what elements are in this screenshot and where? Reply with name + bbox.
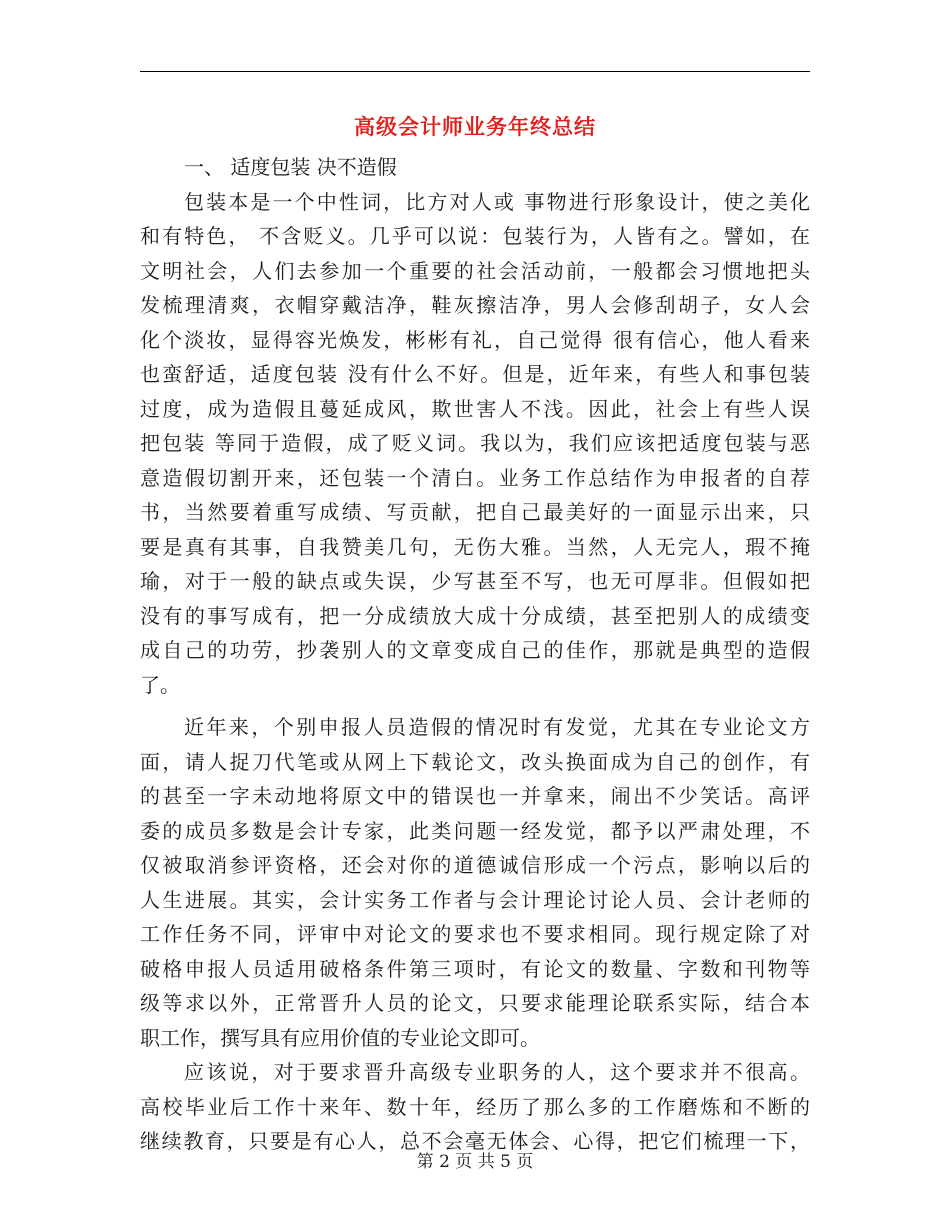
- paragraph-line: 意造假切割开来，还包装一个清白。业务工作总结作为申报者的自荐: [140, 465, 810, 490]
- paragraph-line: 要是真有其事，自我赞美几句，无伤大雅。当然，人无完人，瑕不掩: [140, 534, 810, 559]
- paragraph-line: 化个淡妆，显得容光焕发，彬彬有礼，自己觉得 很有信心，他人看来: [140, 327, 810, 352]
- paragraph-line: 继续教育，只要是有心人，总不会毫无体会、心得，把它们梳理一下，: [140, 1129, 810, 1153]
- paragraph-line: 高校毕业后工作十来年、数十年，经历了那么多的工作磨炼和不断的: [140, 1094, 810, 1119]
- paragraph-line: 和有特色， 不含贬义。几乎可以说：包装行为，人皆有之。譬如，在: [140, 224, 810, 248]
- page-number-footer: 第 2 页 共 5 页: [416, 1152, 534, 1172]
- paragraph-line: 的甚至一字未动地将原文中的错误也一并拿来，闹出不少笑话。高评: [140, 784, 810, 808]
- paragraph-line: 成自己的功劳，抄袭别人的文章变成自己的佳作，那就是典型的造假: [140, 638, 810, 662]
- paragraph-2: [140, 710, 810, 1055]
- paragraph-line: 发梳理清爽，衣帽穿戴洁净，鞋灰擦洁净，男人会修刮胡子，女人会: [140, 293, 810, 317]
- paragraph-line: 应该说，对于要求晋升高级专业职务的人，这个要求并不很高。: [184, 1060, 810, 1084]
- paragraph-line: 把包装 等同于造假，成了贬义词。我以为，我们应该把适度包装与恶: [140, 431, 810, 455]
- paragraph-line: 职工作，撰写具有应用价值的专业论文即可。: [140, 1025, 540, 1050]
- paragraph-line: 近年来，个别申报人员造假的情况时有发觉，尤其在专业论文方: [184, 715, 810, 739]
- document-body: [140, 150, 810, 1159]
- paragraph-line: 没有的事写成有，把一分成绩放大成十分成绩，甚至把别人的成绩变: [140, 603, 810, 628]
- paragraph-line: 破格申报人员适用破格条件第三项时，有论文的数量、字数和刊物等: [140, 956, 810, 981]
- paragraph-line: 委的成员多数是会计专家，此类问题一经发觉，都予以严肃处理，不: [140, 818, 810, 843]
- paragraph-line: 工作任务不同，评审中对论文的要求也不要求相同。现行规定除了对: [140, 922, 810, 946]
- paragraph-3: [140, 1055, 810, 1159]
- paragraph-line: 书，当然要着重写成绩、写贡献，把自己最美好的一面显示出来，只: [140, 500, 810, 524]
- paragraph-1: [140, 185, 810, 703]
- paragraph-line: 了。: [140, 672, 180, 697]
- paragraph-line: 过度，成为造假且蔓延成风，欺世害人不浅。因此，社会上有些人误: [140, 396, 810, 421]
- paragraph-line: 面，请人捉刀代笔或从网上下载论文，改头换面成为自己的创作，有: [140, 749, 810, 774]
- header-rule: [140, 71, 810, 72]
- paragraph-line: 文明社会，人们去参加一个重要的社会活动前，一般都会习惯地把头: [140, 258, 810, 283]
- paragraph-line: 也蛮舒适，适度包装 没有什么不好。但是，近年来，有些人和事包装: [140, 362, 810, 386]
- paragraph-line: 级等求以外，正常晋升人员的论文，只要求能理论联系实际，结合本: [140, 991, 810, 1015]
- paragraph-line: 瑜，对于一般的缺点或失误，少写甚至不写，也无可厚非。但假如把: [140, 569, 810, 593]
- paragraph-line: 包装本是一个中性词，比方对人或 事物进行形象设计，使之美化: [184, 189, 810, 214]
- paragraph-line: 仅被取消参评资格，还会对你的道德诚信形成一个污点，影响以后的: [140, 853, 810, 877]
- paragraph-line: 人生进展。其实，会计实务工作者与会计理论讨论人员、会计老师的: [140, 887, 810, 912]
- document-title: 高级会计师业务年终总结: [354, 114, 596, 139]
- section-heading: 一、 适度包装 决不造假: [184, 155, 397, 179]
